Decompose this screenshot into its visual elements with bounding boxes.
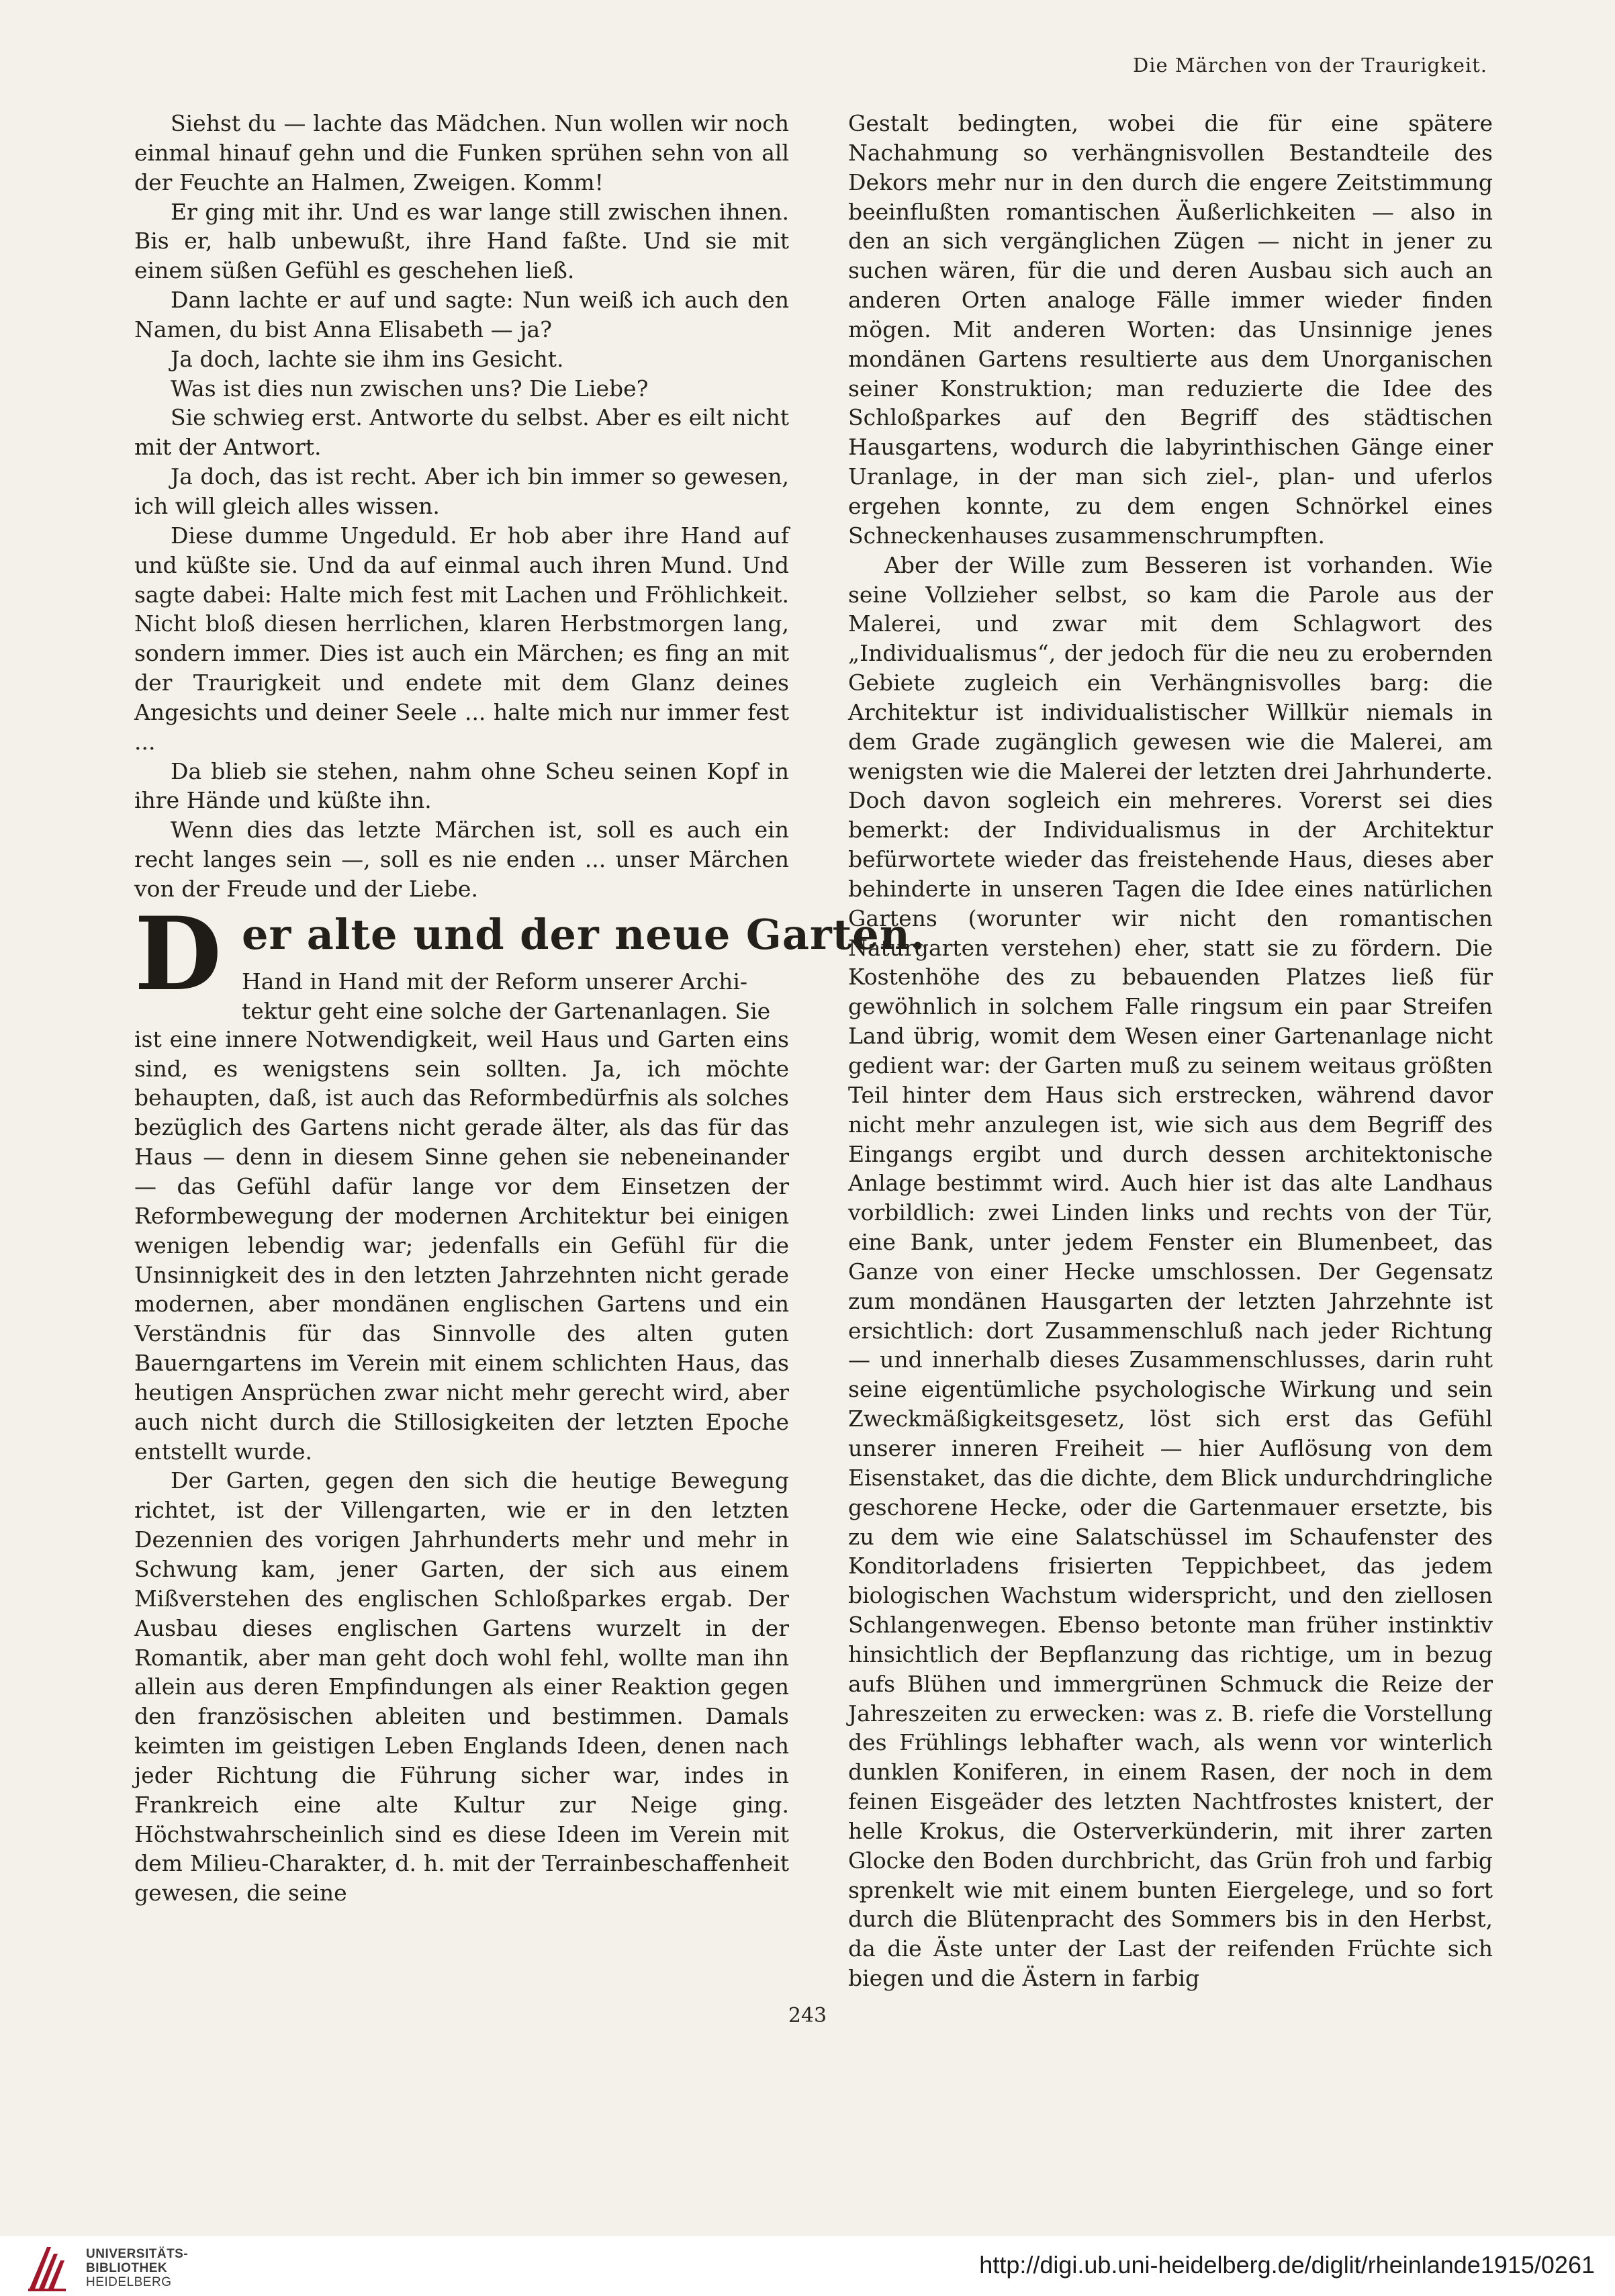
article-heading-block — [134, 894, 926, 1025]
page-number: 243 — [788, 2004, 827, 2027]
article-heading: er alte und der neue Garten. — [242, 909, 926, 959]
article-line: tektur geht eine solche der Gartenanlagen. Sie — [242, 997, 771, 1024]
article-paragraph: Der Garten, gegen den sich die heutige Bewegung richtet, ist der Villengarten, wie er in den letzten Dezennien des vorigen Jahrhunderts mehr und mehr in Schwung kam, jener Garten, der sich aus einem Mißverstehen des englischen Schloßparkes ergab. Der Ausbau dieses englischen Gartens wurzelt in der Romantik, aber man geht doch wohl fehl, wollte man ihn allein aus deren Empfindungen als einer Reaktion gegen den französischen ableiten und bestimmen. Damals keimten im geistigen Leben Englands Ideen, denen nach jeder Richtung die Führung sicher war, indes in Frankreich eine alte Kultur zur Neige ging. Höchstwahrscheinlich sind es diese Ideen im Verein mit dem Milieu-Charakter, d. h. mit der Terrainbeschaffenheit gewesen, die seine — [134, 1467, 789, 1907]
article-paragraph: ist eine innere Notwendigkeit, weil Haus und Garten eins sind, es wenigstens sein sollten. Ja, ich möchte behaupten, daß, ist auch das Reformbedürfnis als solches bezüglich des Gartens nicht gerade älter, als das für das Haus — denn in diesem Sinne gehen sie nebeneinander — das Gefühl dafür lange vor dem Einsetzen der Reformbewegung der modernen Architektur bei einigen wenigen lebendig war; jedenfalls ein Gefühl für die Unsinnigkeit des in den letzten Jahrzehnten nicht gerade modernen, aber mondänen englischen Gartens und ein Verständnis für das Sinnvolle des alten guten Bauerngartens im Verein mit einem schlichten Haus, das heutigen Ansprüchen zwar nicht mehr gerecht wird, aber auch nicht durch die Stillosigkeiten der letzten Epoche entstellt wurde. — [134, 1025, 789, 1465]
story-paragraph: Diese dumme Ungeduld. Er hob aber ihre Hand auf und küßte sie. Und da auf einmal auch ihren Mund. Und sagte dabei: Halte mich fest mit Lachen und Fröhlichkeit. Nicht bloß diesen herrlichen, klaren Herbstmorgen lang, sondern immer. Dies ist auch ein Märchen; es fing an mit der Traurigkeit und endete mit dem Glanz deines Angesichts und deiner Seele ... halte mich nur immer fest ... — [134, 522, 789, 755]
story-paragraph: Dann lachte er auf und sagte: Nun weiß ich auch den Namen, du bist Anna Elisabeth — ja? — [134, 287, 789, 342]
story-paragraph: Wenn dies das letzte Märchen ist, soll es auch ein recht langes sein —, soll es nie enden ... unser Märchen von der Freude und der Liebe. — [134, 817, 789, 902]
logo-line: HEIDELBERG — [86, 2275, 172, 2289]
logo-line: BIBLIOTHEK — [86, 2261, 168, 2275]
story-paragraph: Ja doch, das ist recht. Aber ich bin immer so gewesen, ich will gleich alles wissen. — [134, 463, 789, 519]
story-paragraph: Da blieb sie stehen, nahm ohne Scheu seinen Kopf in ihre Hände und küßte ihn. — [134, 757, 789, 814]
story-paragraph: Er ging mit ihr. Und es war lange still zwischen ihnen. Bis er, halb unbewußt, ihre Hand faßte. Und sie mit einem süßen Gefühl es geschehen ließ. — [134, 198, 789, 284]
story-paragraph: Ja doch, lachte sie ihm ins Gesicht. — [171, 345, 564, 372]
article-paragraph: Aber der Wille zum Besseren ist vorhanden. Wie seine Vollzieher selbst, so kam die Parole aus der Malerei, und zwar mit dem Schlagwort des „Individualismus“, der jedoch für die neu zu erobernden Gebiete zugleich ein Verhängnisvolles barg: die Architektur ist individualistischer Willkür niemals in dem Grade zugänglich gewesen wie die Malerei, am wenigsten wie die Malerei der letzten drei Jahrhunderte. Doch davon sogleich ein mehreres. Vorerst sei dies bemerkt: der Individualismus in der Architektur befürwortete wieder das freistehende Haus, dieses aber behinderte in unseren Tagen die Idee eines natürlichen Gartens (worunter wir nicht den romantischen Naturgarten verstehen) eher, statt sie zu fördern. Die Kostenhöhe des zu bebauenden Platzes ließ für gewöhnlich in solchem Falle ringsum ein paar Streifen Land übrig, womit dem Wesen einer Gartenanlage nicht gedient war: der Garten muß zu seinem weitaus größten Teil hinter dem Haus sich erstrecken, während davor nicht mehr anzulegen ist, wie sich aus dem Begriff des Eingangs ergibt und durch dessen architektonische Anlage bestimmt wird. Auch hier ist das alte Landhaus vorbildlich: zwei Linden links und rechts von der Tür, eine Bank, unter jedem Fenster ein Blumenbeet, das Ganze von einer Hecke umschlossen. Der Gegensatz zum mondänen Hausgarten der letzten Jahrzehnte ist ersichtlich: dort Zusammenschluß nach jeder Richtung — und innerhalb dieses Zusammenschlusses, darin ruht seine eigentümliche psychologische Wirkung und sein Zweckmäßigkeitsgesetz, löst sich erst das Gefühl unserer inneren Freiheit — hier Auflösung von dem Eisenstaket, das die dichte, dem Blick undurchdringliche geschorene Hecke, oder die Gartenmauer ersetzte, bis zu dem wie eine Salatschüssel im Schaufenster des Konditorladens frisierten Teppichbeet, das jedem biologischen Wachstum widerspricht, und den ziellosen Schlangenwegen. Ebenso betonte man früher instinktiv hinsichtlich der Bepflanzung das richtige, um in bezug aufs Blühen und immergrünen Schmuck die Reize der Jahreszeiten zu erwecken: was z. B. riefe die Vorstellung des Frühlings lebhafter wach, als wenn vor winterlich dunklen Koniferen, in einem Rasen, der noch in dem feinen Eisgeäder des letzten Nachtfrostes knistert, der helle Krokus, die Osterverkünderin, mit ihrer zarten Glocke den Boden durchbricht, das Grün froh und farbig sprenkelt wie mit einem bunten Eiergelege, und so fort durch die Blütenpracht des Sommers bis in den Herbst, da die Äste unter der Last der reifenden Früchte sich biegen und die Ästern in farbig — [848, 551, 1493, 1992]
library-logo-text — [86, 2247, 188, 2289]
story-paragraph: Sie schwieg erst. Antworte du selbst. Aber es eilt nicht mit der Antwort. — [134, 404, 789, 461]
article-first-lines — [242, 967, 789, 1026]
right-column — [848, 109, 1493, 1993]
running-head: Die Märchen von der Traurigkeit. — [1132, 54, 1487, 77]
article-dropcap: D — [134, 894, 222, 1013]
article-line: Hand in Hand mit der Reform unserer Archi- — [242, 968, 748, 995]
logo-line: UNIVERSITÄTS- — [86, 2247, 189, 2261]
left-column — [134, 109, 926, 1908]
university-library-logo-icon — [27, 2242, 68, 2294]
article-paragraph: Gestalt bedingten, wobei die für eine spätere Nachahmung so verhängnisvollen Bestandteile des Dekors mehr nur in den durch die engere Zeitstimmung beeinflußten romantischen Äußerlichkeiten — also in den an sich vergänglichen Zügen — nicht in jener zu suchen wären, für die und deren Ausbau sich auch an anderen Orten analoge Fälle immer wieder finden mögen. Mit anderen Worten: das Unsinnige jenes mondänen Gartens resultierte aus dem Unorganischen seiner Konstruktion; man reduzierte die Idee des Schloßparkes auf den Begriff des städtischen Hausgartens, wodurch die labyrinthischen Gänge einer Uranlage, in der man sich ziel-, plan- und uferlos ergehen konnte, zu dem engen Schnörkel eines Schneckenhauses zusammenschrumpften. — [848, 110, 1493, 549]
source-url-link[interactable]: http://digi.ub.uni-heidelberg.de/diglit/rheinlande1915/0261 — [979, 2251, 1595, 2279]
footer-bar — [0, 2236, 1615, 2296]
story-paragraph: Siehst du — lachte das Mädchen. Nun wollen wir noch einmal hinauf gehn und die Funken sprühen sehn von all der Feuchte an Halmen, Zweigen. Komm! — [134, 110, 789, 195]
story-paragraph: Was ist dies nun zwischen uns? Die Liebe? — [171, 375, 649, 402]
